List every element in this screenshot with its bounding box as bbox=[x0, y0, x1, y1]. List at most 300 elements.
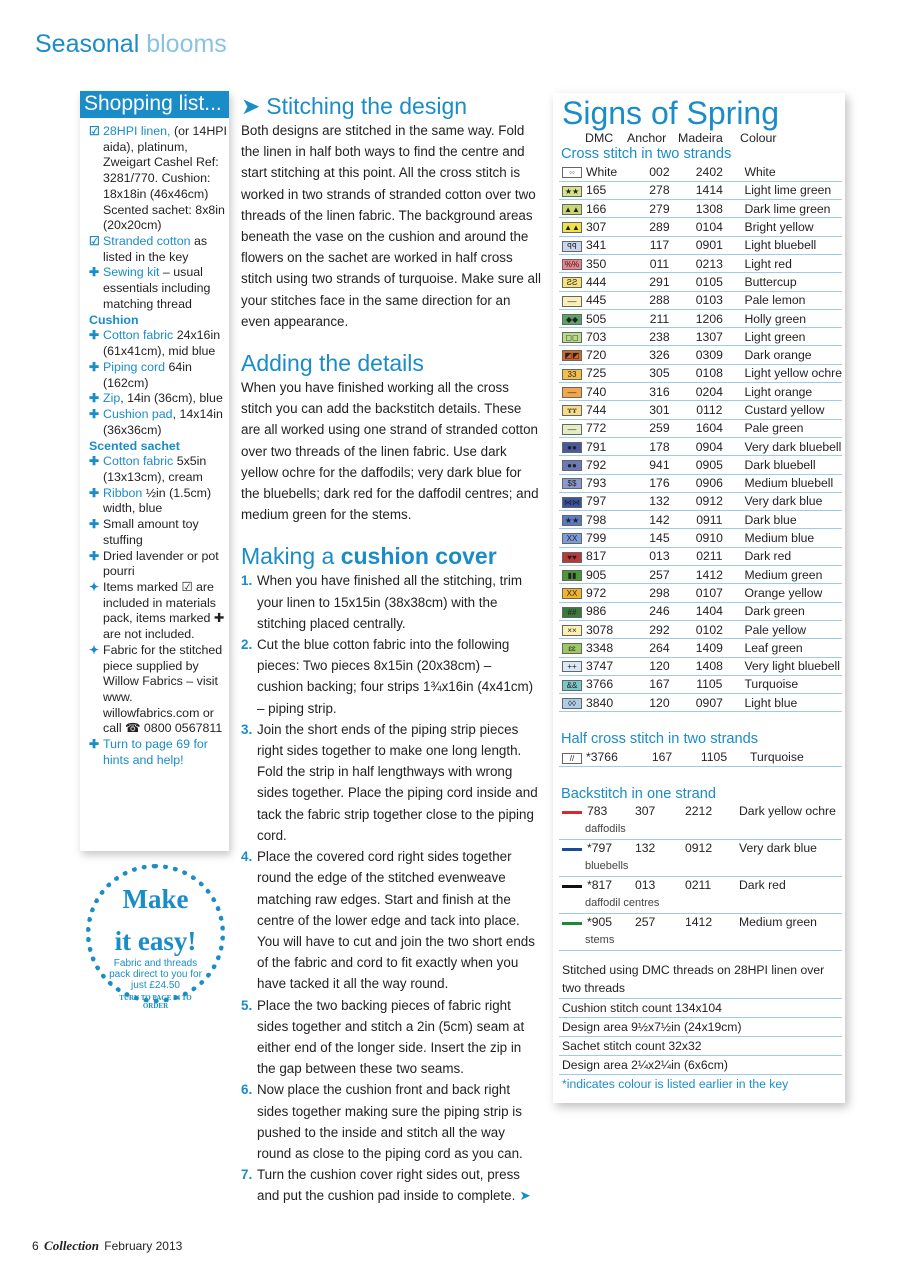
plus-icon: ✚ bbox=[89, 406, 100, 421]
section-stitching bbox=[241, 92, 541, 332]
key-symbol-cell bbox=[559, 401, 586, 419]
thread-line bbox=[562, 885, 582, 888]
cross-stitch-heading: Cross stitch in two strands bbox=[561, 146, 732, 162]
dmc-cell: 797 bbox=[586, 492, 635, 510]
stitch-symbol: XX bbox=[562, 533, 582, 544]
stitch-symbol: ++ bbox=[562, 661, 582, 672]
anchor-cell: 316 bbox=[635, 383, 685, 401]
key-row bbox=[559, 309, 842, 327]
section-body: When you have finished working all the cross stitch you can add the backstitch details. These are all worked using one strand of stranded cotton over two threads of the linen fabric. Use dark yellow ochre for the daffodils; very dark blue for the bluebells; dark red for the daffodil centres; and medium green for the stems. bbox=[241, 380, 539, 523]
key-note: Sachet stitch count 32x32 bbox=[559, 1037, 842, 1056]
stitch-symbol: ▲▲ bbox=[562, 222, 582, 233]
stitch-symbol: 33 bbox=[562, 369, 582, 380]
header-strong: Seasonal bbox=[35, 30, 140, 58]
thread-line bbox=[562, 848, 582, 851]
stitch-symbol: XX bbox=[562, 588, 582, 599]
dmc-cell: 3747 bbox=[586, 657, 635, 675]
madeira-cell: 0107 bbox=[684, 584, 734, 602]
anchor-cell: 142 bbox=[635, 511, 685, 529]
key-row bbox=[559, 254, 842, 272]
shopping-list bbox=[80, 91, 229, 851]
dmc-cell: 905 bbox=[586, 566, 635, 584]
backstitch-row bbox=[559, 877, 842, 914]
usage-note: stems bbox=[585, 934, 615, 947]
madeira-cell: 0103 bbox=[684, 291, 734, 309]
stitch-symbol: ɤɤ bbox=[562, 405, 582, 416]
shopping-list-title: Shopping list... bbox=[80, 91, 229, 118]
colour-cell: Medium bluebell bbox=[734, 474, 842, 492]
stitch-symbol: %% bbox=[562, 259, 582, 270]
key-symbol-cell bbox=[559, 437, 586, 455]
anchor-cell: 132 bbox=[635, 492, 685, 510]
cross-stitch-table bbox=[559, 163, 842, 712]
dmc-cell: 3840 bbox=[586, 694, 635, 712]
plus-icon: ✚ bbox=[89, 328, 100, 343]
stitch-symbol: –– bbox=[562, 387, 582, 398]
key-symbol-cell bbox=[559, 675, 586, 693]
list-item: ✚ Dried lavender or pot pourri bbox=[89, 548, 219, 579]
madeira-cell: 0102 bbox=[684, 620, 734, 638]
key-row bbox=[559, 639, 842, 657]
madeira-cell: 0211 bbox=[684, 547, 734, 565]
badge-title-2: it easy! bbox=[114, 926, 197, 956]
half-cross-table bbox=[559, 748, 842, 767]
key-row bbox=[559, 181, 842, 199]
list-item: ✚ Turn to page 69 for hints and help! bbox=[89, 737, 208, 767]
madeira-cell: 0907 bbox=[684, 694, 734, 712]
madeira-cell: 1105 bbox=[684, 675, 734, 693]
step-item: 7. Turn the cushion cover right sides out, press and put the cushion pad inside to complete. ➤ bbox=[241, 1167, 531, 1204]
colour-cell: Light yellow ochre bbox=[734, 364, 842, 382]
colour-cell: Turquoise bbox=[734, 675, 842, 693]
anchor-cell: 305 bbox=[635, 364, 685, 382]
anchor-cell: 167 bbox=[635, 675, 685, 693]
dmc-cell: 341 bbox=[586, 236, 635, 254]
colour-cell: Leaf green bbox=[734, 639, 842, 657]
list-item: ✚ Cotton fabric 5x5in (13x13cm), cream bbox=[89, 454, 207, 485]
key-row bbox=[559, 456, 842, 474]
backstitch-row bbox=[559, 914, 842, 951]
magazine-logo: Collection bbox=[44, 1238, 99, 1253]
section-title: ➤ Stitching the design bbox=[241, 93, 468, 119]
madeira-cell: 1412 bbox=[684, 566, 734, 584]
dmc-cell: 799 bbox=[586, 529, 635, 547]
dmc-cell: White bbox=[586, 163, 635, 181]
key-notes bbox=[559, 961, 842, 1093]
madeira-cell: 0112 bbox=[684, 401, 734, 419]
key-row bbox=[559, 566, 842, 584]
key-symbol-cell bbox=[559, 474, 586, 492]
plus-icon: ✚ bbox=[89, 485, 100, 500]
key-symbol-cell bbox=[559, 511, 586, 529]
stitch-symbol: // bbox=[562, 753, 582, 764]
colour-cell: Light blue bbox=[734, 694, 842, 712]
madeira-cell: 0904 bbox=[684, 437, 734, 455]
anchor-cell: 211 bbox=[635, 309, 685, 327]
dmc-cell: 972 bbox=[586, 584, 635, 602]
list-item: ✚ Piping cord 64in (162cm) bbox=[89, 359, 192, 390]
instructions-column bbox=[241, 92, 541, 1207]
colour-cell: Light green bbox=[734, 328, 842, 346]
madeira-cell: 1412 bbox=[685, 915, 713, 930]
stitch-symbol: && bbox=[562, 680, 582, 691]
dmc-cell: 791 bbox=[586, 437, 635, 455]
madeira-cell: 0911 bbox=[684, 511, 734, 529]
step-item: 6. Now place the cushion front and back right sides together making sure the piping strip is pushed to the inside and stitch all the way round as close to the piping cord as you can. bbox=[241, 1082, 523, 1161]
key-row bbox=[559, 218, 842, 236]
key-panel bbox=[553, 93, 845, 1103]
madeira-cell: 2402 bbox=[684, 163, 734, 181]
step-item: 1. When you have finished all the stitching, trim your linen to 15x15in (38x38cm) with the stitching placed centrally. bbox=[241, 573, 522, 631]
stitch-symbol: ◩◩ bbox=[562, 350, 582, 361]
madeira-cell: 0309 bbox=[684, 346, 734, 364]
stitch-symbol: ◆◆ bbox=[562, 314, 582, 325]
colour-cell: Dark blue bbox=[734, 511, 842, 529]
badge-title-1: Make bbox=[122, 884, 189, 914]
backstitch-row bbox=[559, 840, 842, 877]
stitch-symbol: ◦◦ bbox=[562, 167, 582, 178]
list-item: ☑ 28HPI linen, (or 14HPI aida), platinum, Zweigart Cashel Ref: 3281/770. Cushion: 18x18in (46x46cm) Scented sachet: 8x8in (20x20cm) bbox=[89, 124, 227, 233]
anchor-cell: 326 bbox=[635, 346, 685, 364]
usage-note: bluebells bbox=[585, 860, 629, 873]
key-symbol-cell bbox=[559, 181, 586, 199]
key-symbol-cell bbox=[559, 620, 586, 638]
stitch-symbol: ƧƧ bbox=[562, 277, 582, 288]
key-row bbox=[559, 346, 842, 364]
half-cross-heading: Half cross stitch in two strands bbox=[561, 731, 759, 748]
anchor-cell: 257 bbox=[635, 566, 685, 584]
key-note: Design area 9½x7½in (24x19cm) bbox=[559, 1018, 842, 1037]
anchor-cell: 288 bbox=[635, 291, 685, 309]
key-row bbox=[559, 273, 842, 291]
colour-cell: Turquoise bbox=[740, 748, 842, 766]
stitch-symbol: ⋈⋈ bbox=[564, 497, 580, 507]
madeira-cell: 0213 bbox=[684, 254, 734, 272]
anchor-cell: 292 bbox=[635, 620, 685, 638]
key-note: Design area 2¼x2¼in (6x6cm) bbox=[559, 1056, 842, 1075]
plus-icon: ✚ bbox=[89, 517, 100, 532]
dmc-cell: 3766 bbox=[586, 675, 635, 693]
list-item: ✦ Items marked ☑ are included in materials pack, items marked ✚ are not included. bbox=[89, 579, 225, 642]
step-item: 5. Place the two backing pieces of fabric right sides together and stitch a 2in (5cm) seam at either end of the longer side. Insert the zip in the gap between these two seams. bbox=[241, 997, 525, 1077]
madeira-cell: 0906 bbox=[684, 474, 734, 492]
dmc-cell: 165 bbox=[586, 181, 635, 199]
anchor-cell: 120 bbox=[635, 694, 685, 712]
anchor-cell: 257 bbox=[635, 915, 656, 930]
key-symbol-cell bbox=[559, 456, 586, 474]
check-icon: ☑ bbox=[89, 233, 100, 248]
key-row bbox=[559, 474, 842, 492]
key-row bbox=[559, 657, 842, 675]
backstitch-row bbox=[559, 803, 842, 840]
dmc-cell: 725 bbox=[586, 364, 635, 382]
stitch-symbol: ◊◊ bbox=[562, 698, 582, 709]
key-symbol-cell bbox=[559, 200, 586, 218]
check-icon: ☑ bbox=[89, 124, 100, 138]
star-icon: ✦ bbox=[89, 579, 100, 594]
key-symbol-cell bbox=[559, 657, 586, 675]
dmc-cell: 703 bbox=[586, 328, 635, 346]
key-symbol-cell bbox=[559, 254, 586, 272]
asterisk-note: *indicates colour is listed earlier in the key bbox=[562, 1077, 789, 1092]
step-item: 4. Place the covered cord right sides together round the edge of the stitched evenweave matching raw edges. Start and finish at the centre of the lower edge and tack into place. You will have to cut and join the two short ends of the fabric and cord to fit exactly when you have tacked it all the way round. bbox=[241, 849, 535, 992]
anchor-cell: 132 bbox=[635, 841, 656, 856]
dmc-cell: 166 bbox=[586, 200, 635, 218]
list-item: ☑ Stranded cotton as listed in the key bbox=[89, 233, 208, 264]
key-row bbox=[559, 492, 842, 510]
key-row bbox=[559, 364, 842, 382]
dmc-cell: 772 bbox=[586, 419, 635, 437]
dmc-cell: *905 bbox=[587, 915, 613, 930]
key-row bbox=[559, 511, 842, 529]
colour-cell: Dark bluebell bbox=[734, 456, 842, 474]
dmc-cell: *797 bbox=[587, 841, 613, 856]
key-row bbox=[559, 529, 842, 547]
madeira-cell: 1308 bbox=[684, 200, 734, 218]
madeira-cell: 1404 bbox=[684, 602, 734, 620]
key-symbol-cell bbox=[559, 639, 586, 657]
anchor-cell: 167 bbox=[636, 748, 688, 766]
anchor-cell: 291 bbox=[635, 273, 685, 291]
madeira-cell: 1409 bbox=[684, 639, 734, 657]
list-item: ✦ Fabric for the stitched piece supplied by Willow Fabrics – visit www. willowfabrics.com or call ☎ 0800 0567811 bbox=[89, 642, 223, 736]
colour-cell: Very light bluebell bbox=[734, 657, 842, 675]
colour-cell: Bright yellow bbox=[734, 218, 842, 236]
madeira-cell: 0910 bbox=[684, 529, 734, 547]
key-row bbox=[559, 748, 842, 766]
dmc-cell: 350 bbox=[586, 254, 635, 272]
col-anchor: Anchor bbox=[627, 131, 667, 145]
plus-icon: ✚ bbox=[89, 548, 100, 563]
colour-cell: Pale yellow bbox=[734, 620, 842, 638]
madeira-cell: 0912 bbox=[684, 492, 734, 510]
list-item: ✚ Cotton fabric 24x16in (61x41cm), mid blue bbox=[89, 328, 221, 359]
dmc-cell: 445 bbox=[586, 291, 635, 309]
key-column-headers bbox=[553, 131, 845, 145]
plus-icon: ✚ bbox=[89, 359, 100, 374]
dmc-cell: 720 bbox=[586, 346, 635, 364]
anchor-cell: 002 bbox=[635, 163, 685, 181]
key-symbol-cell bbox=[559, 419, 586, 437]
header-light: blooms bbox=[146, 30, 227, 58]
key-symbol-cell bbox=[559, 492, 586, 510]
colour-cell: Dark red bbox=[734, 547, 842, 565]
make-it-easy-badge bbox=[86, 864, 225, 1010]
stitch-symbol: ꟼꟼ bbox=[562, 241, 582, 252]
list-item: ✚ Sewing kit – usual essentials including matching thread bbox=[89, 265, 211, 311]
key-row bbox=[559, 675, 842, 693]
madeira-cell: 0211 bbox=[685, 878, 712, 893]
section-title: Making a cushion cover bbox=[241, 543, 497, 570]
step-item: 3. Join the short ends of the piping strip pieces right sides together to make one long length. Fold the strip in half lengthways with wrong sides together. Place the piping cord inside and tack the fabric strip together close to the piping cord. bbox=[241, 721, 538, 843]
key-row bbox=[559, 401, 842, 419]
usage-note: daffodil centres bbox=[585, 897, 660, 910]
section-body: Both designs are stitched in the same way. Fold the linen in half both ways to find the centre and start stitching at this point. All the cross stitch is worked in two strands of stranded cotton over two threads of the linen fabric. The background areas beneath the vase on the cushion and around the flowers on the sachet are worked in half cross stitch using two strands of turquoise. Make sure all your stitches face in the same direction for an even appearance. bbox=[241, 123, 541, 329]
key-row bbox=[559, 328, 842, 346]
page-footer bbox=[32, 1238, 182, 1254]
colour-cell: Medium green bbox=[739, 915, 817, 930]
madeira-cell: 1414 bbox=[684, 181, 734, 199]
madeira-cell: 0104 bbox=[684, 218, 734, 236]
stitch-symbol: ★★ bbox=[562, 186, 582, 197]
dmc-cell: 744 bbox=[586, 401, 635, 419]
list-item: ✚ Zip, 14in (36cm), blue bbox=[89, 391, 223, 406]
madeira-cell: 0912 bbox=[685, 841, 713, 856]
col-colour: Colour bbox=[740, 131, 777, 145]
madeira-cell: 0905 bbox=[684, 456, 734, 474]
thread-line bbox=[562, 811, 582, 814]
dmc-cell: 444 bbox=[586, 273, 635, 291]
anchor-cell: 011 bbox=[635, 254, 685, 272]
colour-cell: Dark red bbox=[739, 878, 786, 893]
col-dmc: DMC bbox=[585, 131, 614, 145]
colour-cell: Medium green bbox=[734, 566, 842, 584]
key-row bbox=[559, 200, 842, 218]
cushion-heading: Cushion bbox=[89, 313, 139, 328]
colour-cell: Holly green bbox=[734, 309, 842, 327]
section-cushion bbox=[241, 542, 541, 1206]
key-row bbox=[559, 584, 842, 602]
stitch-symbol: ɛɛ bbox=[562, 643, 582, 654]
usage-note: daffodils bbox=[585, 823, 626, 836]
colour-cell: Light orange bbox=[734, 383, 842, 401]
key-symbol-cell bbox=[559, 748, 586, 766]
key-row bbox=[559, 236, 842, 254]
sachet-heading: Scented sachet bbox=[89, 439, 180, 454]
colour-cell: Very dark bluebell bbox=[734, 437, 842, 455]
page-number: 6 bbox=[32, 1239, 39, 1253]
madeira-cell: 0108 bbox=[684, 364, 734, 382]
colour-cell: Pale lemon bbox=[734, 291, 842, 309]
dmc-cell: 307 bbox=[586, 218, 635, 236]
dmc-cell: 792 bbox=[586, 456, 635, 474]
step-item: 2. Cut the blue cotton fabric into the following pieces: Two pieces 8x15in (20x38cm) – cushion backing; four strips 1¾x16in (4x41cm) – piping strip. bbox=[241, 637, 534, 716]
madeira-cell: 2212 bbox=[685, 804, 713, 819]
key-symbol-cell bbox=[559, 547, 586, 565]
anchor-cell: 145 bbox=[635, 529, 685, 547]
madeira-cell: 1206 bbox=[684, 309, 734, 327]
stitch-symbol: –– bbox=[562, 424, 582, 435]
key-note: Stitched using DMC threads on 28HPI linen over two threads bbox=[559, 961, 842, 998]
key-row bbox=[559, 602, 842, 620]
stitch-symbol: ★★ bbox=[562, 515, 582, 526]
colour-cell: White bbox=[734, 163, 842, 181]
anchor-cell: 176 bbox=[635, 474, 685, 492]
dmc-cell: 505 bbox=[586, 309, 635, 327]
backstitch-heading: Backstitch in one strand bbox=[561, 786, 716, 803]
colour-cell: Very dark blue bbox=[739, 841, 817, 856]
stitch-symbol: ◻◻ bbox=[562, 332, 582, 343]
key-symbol-cell bbox=[559, 309, 586, 327]
madeira-cell: 0204 bbox=[684, 383, 734, 401]
thread-line bbox=[562, 922, 582, 925]
anchor-cell: 278 bbox=[635, 181, 685, 199]
key-symbol-cell bbox=[559, 529, 586, 547]
stitch-symbol: ## bbox=[562, 607, 582, 618]
madeira-cell: 1307 bbox=[684, 328, 734, 346]
arrow-icon: ➤ bbox=[241, 93, 261, 119]
col-madeira: Madeira bbox=[678, 131, 723, 145]
key-note: Cushion stitch count 134x104 bbox=[559, 999, 842, 1018]
dmc-cell: 783 bbox=[587, 804, 608, 819]
madeira-cell: 1105 bbox=[688, 748, 740, 766]
dmc-cell: 798 bbox=[586, 511, 635, 529]
stitch-symbol: ●● bbox=[562, 442, 582, 453]
anchor-cell: 259 bbox=[635, 419, 685, 437]
key-symbol-cell bbox=[559, 602, 586, 620]
dmc-cell: 3078 bbox=[586, 620, 635, 638]
stitch-symbol: ×× bbox=[562, 625, 582, 636]
list-item: ✚ Small amount toy stuffing bbox=[89, 517, 199, 547]
end-arrow-icon: ➤ bbox=[519, 1188, 531, 1204]
badge-order: TURN TO PAGE 54 TO ORDER bbox=[119, 994, 192, 1010]
colour-cell: Dark orange bbox=[734, 346, 842, 364]
plus-icon: ✚ bbox=[89, 737, 100, 752]
key-symbol-cell bbox=[559, 273, 586, 291]
key-symbol-cell bbox=[559, 566, 586, 584]
colour-cell: Pale green bbox=[734, 419, 842, 437]
key-title: Signs of Spring bbox=[562, 95, 780, 131]
dmc-cell: *3766 bbox=[586, 748, 636, 766]
plus-icon: ✚ bbox=[89, 391, 100, 406]
anchor-cell: 941 bbox=[635, 456, 685, 474]
anchor-cell: 307 bbox=[635, 804, 656, 819]
key-row bbox=[559, 547, 842, 565]
section-title: Adding the details bbox=[241, 350, 424, 377]
shopping-items bbox=[80, 118, 229, 768]
key-symbol-cell bbox=[559, 584, 586, 602]
dmc-cell: 740 bbox=[586, 383, 635, 401]
page-header bbox=[35, 30, 227, 59]
anchor-cell: 298 bbox=[635, 584, 685, 602]
key-row bbox=[559, 620, 842, 638]
anchor-cell: 289 bbox=[635, 218, 685, 236]
key-row bbox=[559, 419, 842, 437]
stitch-symbol: ♥♥ bbox=[562, 552, 582, 563]
colour-cell: Custard yellow bbox=[734, 401, 842, 419]
steps-list bbox=[241, 570, 541, 1206]
section-details bbox=[241, 349, 541, 525]
badge-text: Fabric and threads pack direct to you for just £24.50 bbox=[109, 958, 202, 991]
anchor-cell: 120 bbox=[635, 657, 685, 675]
key-row bbox=[559, 694, 842, 712]
key-symbol-cell bbox=[559, 328, 586, 346]
anchor-cell: 178 bbox=[635, 437, 685, 455]
key-symbol-cell bbox=[559, 346, 586, 364]
anchor-cell: 279 bbox=[635, 200, 685, 218]
colour-cell: Buttercup bbox=[734, 273, 842, 291]
madeira-cell: 1408 bbox=[684, 657, 734, 675]
anchor-cell: 238 bbox=[635, 328, 685, 346]
key-row bbox=[559, 163, 842, 181]
backstitch-rows bbox=[553, 803, 845, 951]
madeira-cell: 1604 bbox=[684, 419, 734, 437]
colour-cell: Very dark blue bbox=[734, 492, 842, 510]
anchor-cell: 013 bbox=[635, 878, 656, 893]
key-row bbox=[559, 383, 842, 401]
stitch-symbol: –– bbox=[562, 296, 582, 307]
colour-cell: Orange yellow bbox=[734, 584, 842, 602]
stitch-symbol: ●● bbox=[562, 460, 582, 471]
anchor-cell: 117 bbox=[635, 236, 685, 254]
key-symbol-cell bbox=[559, 236, 586, 254]
colour-cell: Light red bbox=[734, 254, 842, 272]
key-symbol-cell bbox=[559, 694, 586, 712]
anchor-cell: 013 bbox=[635, 547, 685, 565]
key-row bbox=[559, 291, 842, 309]
dmc-cell: 817 bbox=[586, 547, 635, 565]
plus-icon: ✚ bbox=[89, 265, 100, 280]
